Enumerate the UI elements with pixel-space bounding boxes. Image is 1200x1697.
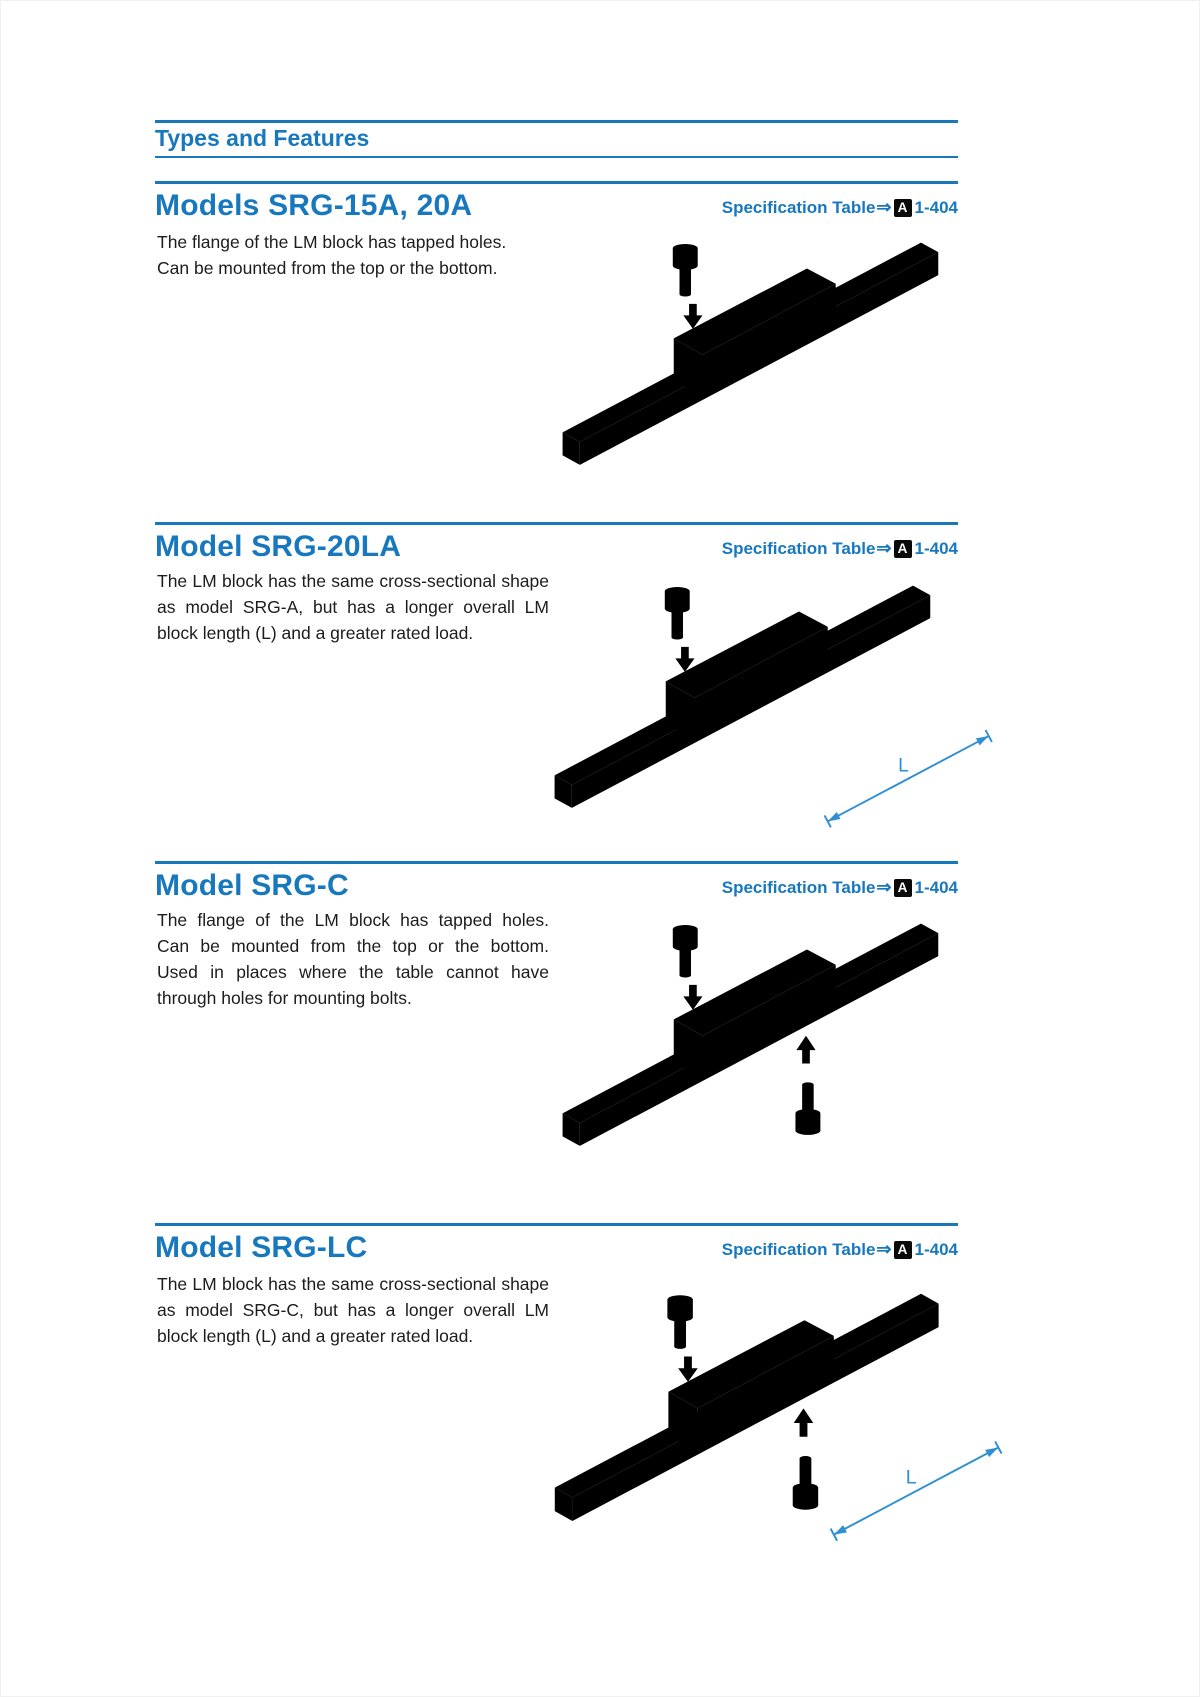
rail-block-top-bolt-drawing — [563, 243, 939, 465]
model-description — [157, 229, 549, 281]
spec-table-link[interactable] — [722, 538, 958, 559]
model-description — [157, 1271, 549, 1349]
model-title: Models SRG-15A, 20A — [155, 189, 473, 222]
section-a-badge: A — [894, 1241, 912, 1259]
description-line: Can be mounted from the top or the bottom. — [157, 258, 498, 278]
section-divider — [155, 181, 958, 184]
section-divider — [155, 522, 958, 525]
description-line: Used in places where the table cannot have — [157, 962, 549, 982]
description-line: as model SRG-C, but has a longer overall LM — [157, 1300, 549, 1320]
bottom-bolt-drawing — [795, 1036, 820, 1135]
description-line: Can be mounted from the top or the bottom. — [157, 936, 549, 956]
double-arrow-icon: ⇒ — [876, 538, 892, 558]
dimension-label: L — [905, 1466, 917, 1489]
description-line: block length (L) and a greater rated load. — [157, 623, 474, 643]
spec-page-number: 1-404 — [914, 877, 958, 897]
double-arrow-icon: ⇒ — [876, 877, 892, 897]
rail-block-top-bolt-drawing — [555, 1294, 939, 1521]
rail-block-top-bolt-drawing — [555, 586, 931, 808]
model-description — [157, 568, 549, 646]
bottom-bolt-drawing — [793, 1408, 818, 1509]
double-arrow-icon: ⇒ — [876, 1239, 892, 1259]
spec-table-link[interactable] — [722, 197, 958, 218]
spec-ref-text: Specification Table — [721, 197, 876, 217]
description-line: The LM block has the same cross-sectional shape — [157, 1274, 549, 1294]
model-title: Model SRG-LC — [155, 1231, 368, 1264]
section-model-srg-lc — [155, 1223, 958, 1623]
lm-guide-illustration-srg-20la — [545, 574, 1005, 900]
description-line: through holes for mounting bolts. — [157, 988, 412, 1008]
model-title: Model SRG-20LA — [155, 530, 402, 563]
rail-block-top-bolt-drawing — [563, 924, 939, 1146]
description-line: as model SRG-A, but has a longer overall LM — [157, 597, 549, 617]
model-title: Model SRG-C — [155, 869, 349, 902]
description-line: The flange of the LM block has tapped holes. — [157, 910, 549, 930]
spec-table-link[interactable] — [722, 1239, 958, 1260]
header-bottom-rule — [155, 156, 958, 158]
section-divider — [155, 861, 958, 864]
lm-guide-illustration-srg-a — [553, 231, 1013, 557]
description-line: block length (L) and a greater rated load. — [157, 1326, 474, 1346]
section-divider — [155, 1223, 958, 1226]
spec-ref-text: Specification Table — [721, 538, 876, 558]
section-models-srg-15a-20a — [155, 181, 958, 521]
lm-guide-illustration-srg-lc — [545, 1282, 1015, 1615]
spec-ref-text: Specification Table — [721, 877, 876, 897]
dimension-label: L — [898, 755, 909, 777]
section-a-badge: A — [894, 540, 912, 558]
header-top-rule — [155, 120, 958, 123]
spec-ref-text: Specification Table — [721, 1239, 876, 1259]
spec-page-number: 1-404 — [914, 538, 958, 558]
model-description — [157, 907, 549, 1011]
section-a-badge: A — [894, 199, 912, 217]
section-model-srg-20la — [155, 522, 958, 862]
spec-page-number: 1-404 — [914, 1239, 958, 1259]
description-line: The LM block has the same cross-sectional shape — [157, 571, 549, 591]
double-arrow-icon: ⇒ — [876, 197, 892, 217]
page-title: Types and Features — [155, 125, 370, 151]
lm-guide-illustration-srg-c — [553, 912, 1013, 1238]
section-a-badge: A — [894, 879, 912, 897]
spec-table-link[interactable] — [722, 877, 958, 898]
spec-page-number: 1-404 — [914, 197, 958, 217]
section-model-srg-c — [155, 861, 958, 1223]
length-dimension — [831, 1441, 1002, 1540]
length-dimension — [825, 730, 992, 827]
description-line: The flange of the LM block has tapped holes. — [157, 232, 507, 252]
